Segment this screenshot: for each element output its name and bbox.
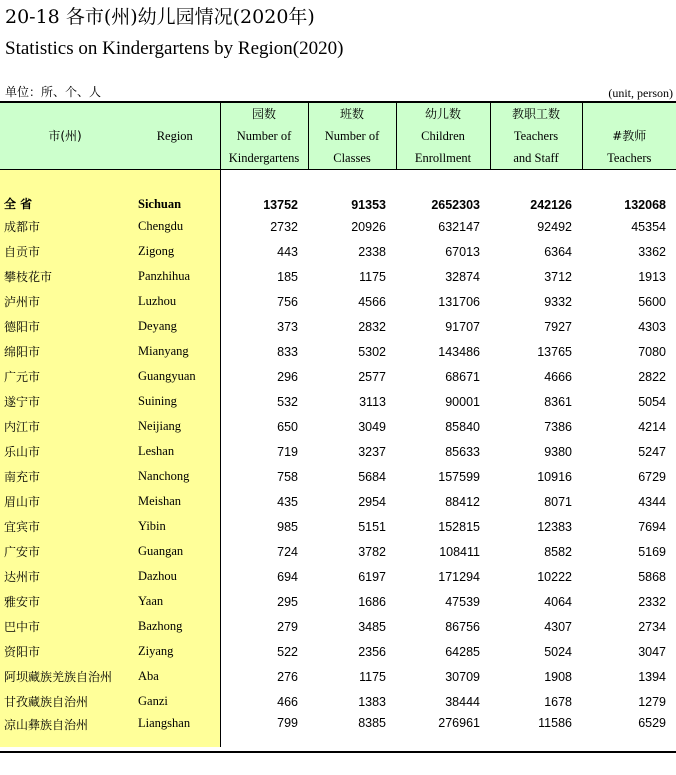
- classes-value: 4566: [358, 294, 386, 309]
- region-name-chinese: 乐山市: [0, 439, 130, 464]
- children-value: 67013: [445, 244, 480, 259]
- region-name-english: Liangshan: [130, 714, 220, 747]
- staff-value: 7927: [544, 319, 572, 334]
- children-value: 2652303: [431, 198, 480, 212]
- classes-value: 1175: [359, 669, 386, 684]
- staff-value: 13765: [537, 344, 572, 359]
- classes-value: 3237: [358, 444, 386, 459]
- bottom-rule: [0, 751, 676, 753]
- children-value: 91707: [445, 319, 480, 334]
- staff-value: 10222: [537, 569, 572, 584]
- header-row: [0, 102, 676, 170]
- classes-value: 2356: [358, 644, 386, 659]
- kindergartens-value: 2732: [270, 219, 298, 234]
- table-row: [0, 414, 676, 439]
- region-name-chinese: 自贡市: [0, 239, 130, 264]
- table-row: [0, 639, 676, 664]
- region-name-english: Leshan: [130, 439, 220, 464]
- table-body: [0, 170, 676, 748]
- region-name-chinese: 全 省: [0, 170, 130, 215]
- classes-value: 20926: [351, 219, 386, 234]
- header-staff-en2: and Staff: [513, 151, 559, 165]
- kindergartens-value: 719: [277, 444, 298, 459]
- teachers-value: 3047: [638, 644, 666, 659]
- region-name-english: Aba: [130, 664, 220, 689]
- region-name-english: Ziyang: [130, 639, 220, 664]
- classes-value: 5302: [358, 344, 386, 359]
- header-staff-en1: Teachers: [513, 129, 559, 143]
- classes-value: 2954: [358, 494, 386, 509]
- unit-label-english: (unit, person): [608, 86, 673, 100]
- region-name-chinese: 泸州市: [0, 289, 130, 314]
- table-row: [0, 664, 676, 689]
- kindergartens-value: 985: [277, 519, 298, 534]
- region-name-english: Neijiang: [130, 414, 220, 439]
- staff-value: 1908: [544, 669, 572, 684]
- staff-value: 242126: [530, 198, 572, 212]
- staff-value: 3712: [544, 269, 572, 284]
- teachers-value: 3362: [638, 244, 666, 259]
- table-row: [0, 364, 676, 389]
- staff-value: 7386: [544, 419, 572, 434]
- kindergartens-value: 185: [277, 269, 298, 284]
- table-row: [0, 314, 676, 339]
- kindergartens-value: 756: [277, 294, 298, 309]
- staff-value: 8361: [544, 394, 572, 409]
- table-row: [0, 389, 676, 414]
- kindergartens-value: 724: [277, 544, 298, 559]
- header-teachers-cn: [583, 103, 676, 125]
- staff-value: 4307: [544, 619, 572, 634]
- children-value: 30709: [445, 669, 480, 684]
- children-value: 108411: [439, 544, 480, 559]
- region-name-english: Deyang: [130, 314, 220, 339]
- region-name-english: Chengdu: [130, 214, 220, 239]
- region-name-chinese: 凉山彝族自治州: [0, 714, 130, 747]
- table-title-chinese: 20-18 各市(州)幼儿园情况(2020年): [5, 6, 315, 28]
- staff-value: 9332: [544, 294, 572, 309]
- children-value: 86756: [445, 619, 480, 634]
- children-value: 85840: [445, 419, 480, 434]
- header-staff-cn: 教职工数: [511, 107, 560, 121]
- teachers-value: 1913: [638, 269, 666, 284]
- teachers-value: 4303: [638, 319, 666, 334]
- region-name-english: Guangan: [130, 539, 220, 564]
- classes-value: 3485: [358, 619, 386, 634]
- staff-value: 8582: [544, 544, 572, 559]
- header-region-english: Region: [130, 102, 220, 170]
- classes-value: 3113: [359, 394, 386, 409]
- region-name-english: Mianyang: [130, 339, 220, 364]
- children-value: 152815: [438, 519, 480, 534]
- header-region-chinese: 市(州): [0, 102, 130, 170]
- table-row: [0, 614, 676, 639]
- header-classes: [308, 102, 396, 170]
- table-row: [0, 589, 676, 614]
- teachers-value: 5169: [638, 544, 666, 559]
- children-value: 632147: [438, 219, 480, 234]
- region-name-chinese: 眉山市: [0, 489, 130, 514]
- region-name-english: Meishan: [130, 489, 220, 514]
- children-value: 68671: [445, 369, 480, 384]
- classes-value: 2832: [358, 319, 386, 334]
- kindergarten-statistics-table: [0, 101, 676, 747]
- table-row: [0, 264, 676, 289]
- classes-value: 1175: [359, 269, 386, 284]
- staff-value: 4666: [544, 369, 572, 384]
- children-value: 276961: [438, 716, 480, 730]
- children-value: 90001: [445, 394, 480, 409]
- table-row: [0, 489, 676, 514]
- children-value: 88412: [445, 494, 480, 509]
- classes-value: 1686: [358, 594, 386, 609]
- table-row: [0, 689, 676, 714]
- kindergartens-value: 296: [277, 369, 298, 384]
- header-children-en1: Children: [421, 129, 465, 143]
- region-name-chinese: 巴中市: [0, 614, 130, 639]
- staff-value: 12383: [537, 519, 572, 534]
- classes-value: 5151: [358, 519, 386, 534]
- teachers-value: 2822: [638, 369, 666, 384]
- kindergartens-value: 276: [277, 669, 298, 684]
- table-row: [0, 514, 676, 539]
- region-name-chinese: 甘孜藏族自治州: [0, 689, 130, 714]
- table-row: [0, 214, 676, 239]
- region-name-chinese: 资阳市: [0, 639, 130, 664]
- header-children: [396, 102, 490, 170]
- table-row: [0, 539, 676, 564]
- region-name-chinese: 南充市: [0, 464, 130, 489]
- staff-value: 92492: [537, 219, 572, 234]
- region-name-chinese: 绵阳市: [0, 339, 130, 364]
- teachers-value: 2734: [638, 619, 666, 634]
- children-value: 171294: [438, 569, 480, 584]
- header-classes-en2: Classes: [333, 151, 371, 165]
- classes-value: 3049: [358, 419, 386, 434]
- teachers-value: 5868: [638, 569, 666, 584]
- kindergartens-value: 650: [277, 419, 298, 434]
- classes-value: 2577: [358, 369, 386, 384]
- region-name-chinese: 遂宁市: [0, 389, 130, 414]
- table-row-total: [0, 170, 676, 215]
- region-name-chinese: 阿坝藏族羌族自治州: [0, 664, 130, 689]
- teachers-value: 6729: [638, 469, 666, 484]
- kindergartens-value: 435: [277, 494, 298, 509]
- region-name-chinese: 广安市: [0, 539, 130, 564]
- region-name-english: Zigong: [130, 239, 220, 264]
- teachers-value: 5600: [638, 294, 666, 309]
- table-title-english: Statistics on Kindergartens by Region(2020): [5, 38, 344, 59]
- region-name-english: Dazhou: [130, 564, 220, 589]
- kindergartens-value: 532: [277, 394, 298, 409]
- teachers-value: 1394: [638, 669, 666, 684]
- header-teachers-en2: Teachers: [607, 151, 652, 165]
- children-value: 64285: [445, 644, 480, 659]
- staff-value: 10916: [537, 469, 572, 484]
- staff-value: 1678: [544, 694, 572, 709]
- kindergartens-value: 466: [277, 694, 298, 709]
- children-value: 47539: [445, 594, 480, 609]
- region-name-english: Nanchong: [130, 464, 220, 489]
- kindergartens-value: 295: [277, 594, 298, 609]
- teachers-value: 7080: [638, 344, 666, 359]
- table-row: [0, 714, 676, 747]
- staff-value: 9380: [544, 444, 572, 459]
- region-name-english: Sichuan: [130, 170, 220, 215]
- table-row: [0, 289, 676, 314]
- region-name-english: Panzhihua: [130, 264, 220, 289]
- region-name-english: Ganzi: [130, 689, 220, 714]
- region-name-chinese: 雅安市: [0, 589, 130, 614]
- teachers-value: 132068: [624, 198, 666, 212]
- classes-value: 1383: [358, 694, 386, 709]
- header-staff: [490, 102, 582, 170]
- header-classes-en1: Number of: [324, 129, 380, 143]
- teachers-value: 45354: [631, 219, 666, 234]
- unit-label-chinese: 单位：所、个、人: [5, 85, 102, 99]
- region-name-chinese: 达州市: [0, 564, 130, 589]
- kindergartens-value: 373: [277, 319, 298, 334]
- kindergartens-value: 799: [277, 716, 298, 730]
- staff-value: 4064: [544, 594, 572, 609]
- staff-value: 5024: [544, 644, 572, 659]
- region-name-english: Yibin: [130, 514, 220, 539]
- header-teachers-en1: #教师: [612, 129, 647, 143]
- children-value: 85633: [445, 444, 480, 459]
- classes-value: 5684: [358, 469, 386, 484]
- staff-value: 6364: [544, 244, 572, 259]
- children-value: 143486: [438, 344, 480, 359]
- classes-value: 8385: [358, 716, 386, 730]
- kindergartens-value: 279: [277, 619, 298, 634]
- region-name-chinese: 攀枝花市: [0, 264, 130, 289]
- region-name-chinese: 广元市: [0, 364, 130, 389]
- table-row: [0, 564, 676, 589]
- teachers-value: 4344: [638, 494, 666, 509]
- children-value: 32874: [445, 269, 480, 284]
- kindergartens-value: 522: [277, 644, 298, 659]
- header-classes-cn: 班数: [339, 107, 364, 121]
- region-name-english: Guangyuan: [130, 364, 220, 389]
- teachers-value: 2332: [638, 594, 666, 609]
- kindergartens-value: 758: [277, 469, 298, 484]
- teachers-value: 5054: [638, 394, 666, 409]
- kindergartens-value: 443: [277, 244, 298, 259]
- staff-value: 8071: [544, 494, 572, 509]
- header-kindergartens-en1: Number of: [236, 129, 292, 143]
- teachers-value: 4214: [638, 419, 666, 434]
- region-name-english: Luzhou: [130, 289, 220, 314]
- region-name-chinese: 宜宾市: [0, 514, 130, 539]
- kindergartens-value: 13752: [263, 198, 298, 212]
- kindergartens-value: 833: [277, 344, 298, 359]
- classes-value: 6197: [358, 569, 386, 584]
- classes-value: 3782: [358, 544, 386, 559]
- table-row: [0, 239, 676, 264]
- region-name-english: Bazhong: [130, 614, 220, 639]
- region-name-english: Yaan: [130, 589, 220, 614]
- teachers-value: 6529: [638, 716, 666, 730]
- header-kindergartens-en2: Kindergartens: [228, 151, 300, 165]
- region-name-chinese: 内江市: [0, 414, 130, 439]
- children-value: 38444: [445, 694, 480, 709]
- header-kindergartens: [220, 102, 308, 170]
- teachers-value: 7694: [638, 519, 666, 534]
- region-name-chinese: 成都市: [0, 214, 130, 239]
- teachers-value: 5247: [638, 444, 666, 459]
- children-value: 131706: [438, 294, 480, 309]
- table-row: [0, 339, 676, 364]
- staff-value: 11586: [538, 716, 572, 730]
- table-row: [0, 439, 676, 464]
- header-teachers: [582, 102, 676, 170]
- kindergartens-value: 694: [277, 569, 298, 584]
- classes-value: 2338: [358, 244, 386, 259]
- table-row: [0, 464, 676, 489]
- children-value: 157599: [438, 469, 480, 484]
- classes-value: 91353: [351, 198, 386, 212]
- region-name-chinese: 德阳市: [0, 314, 130, 339]
- region-name-english: Suining: [130, 389, 220, 414]
- teachers-value: 1279: [638, 694, 666, 709]
- header-kindergartens-cn: 园数: [251, 107, 276, 121]
- header-children-cn: 幼儿数: [424, 107, 461, 121]
- header-children-en2: Enrollment: [414, 151, 472, 165]
